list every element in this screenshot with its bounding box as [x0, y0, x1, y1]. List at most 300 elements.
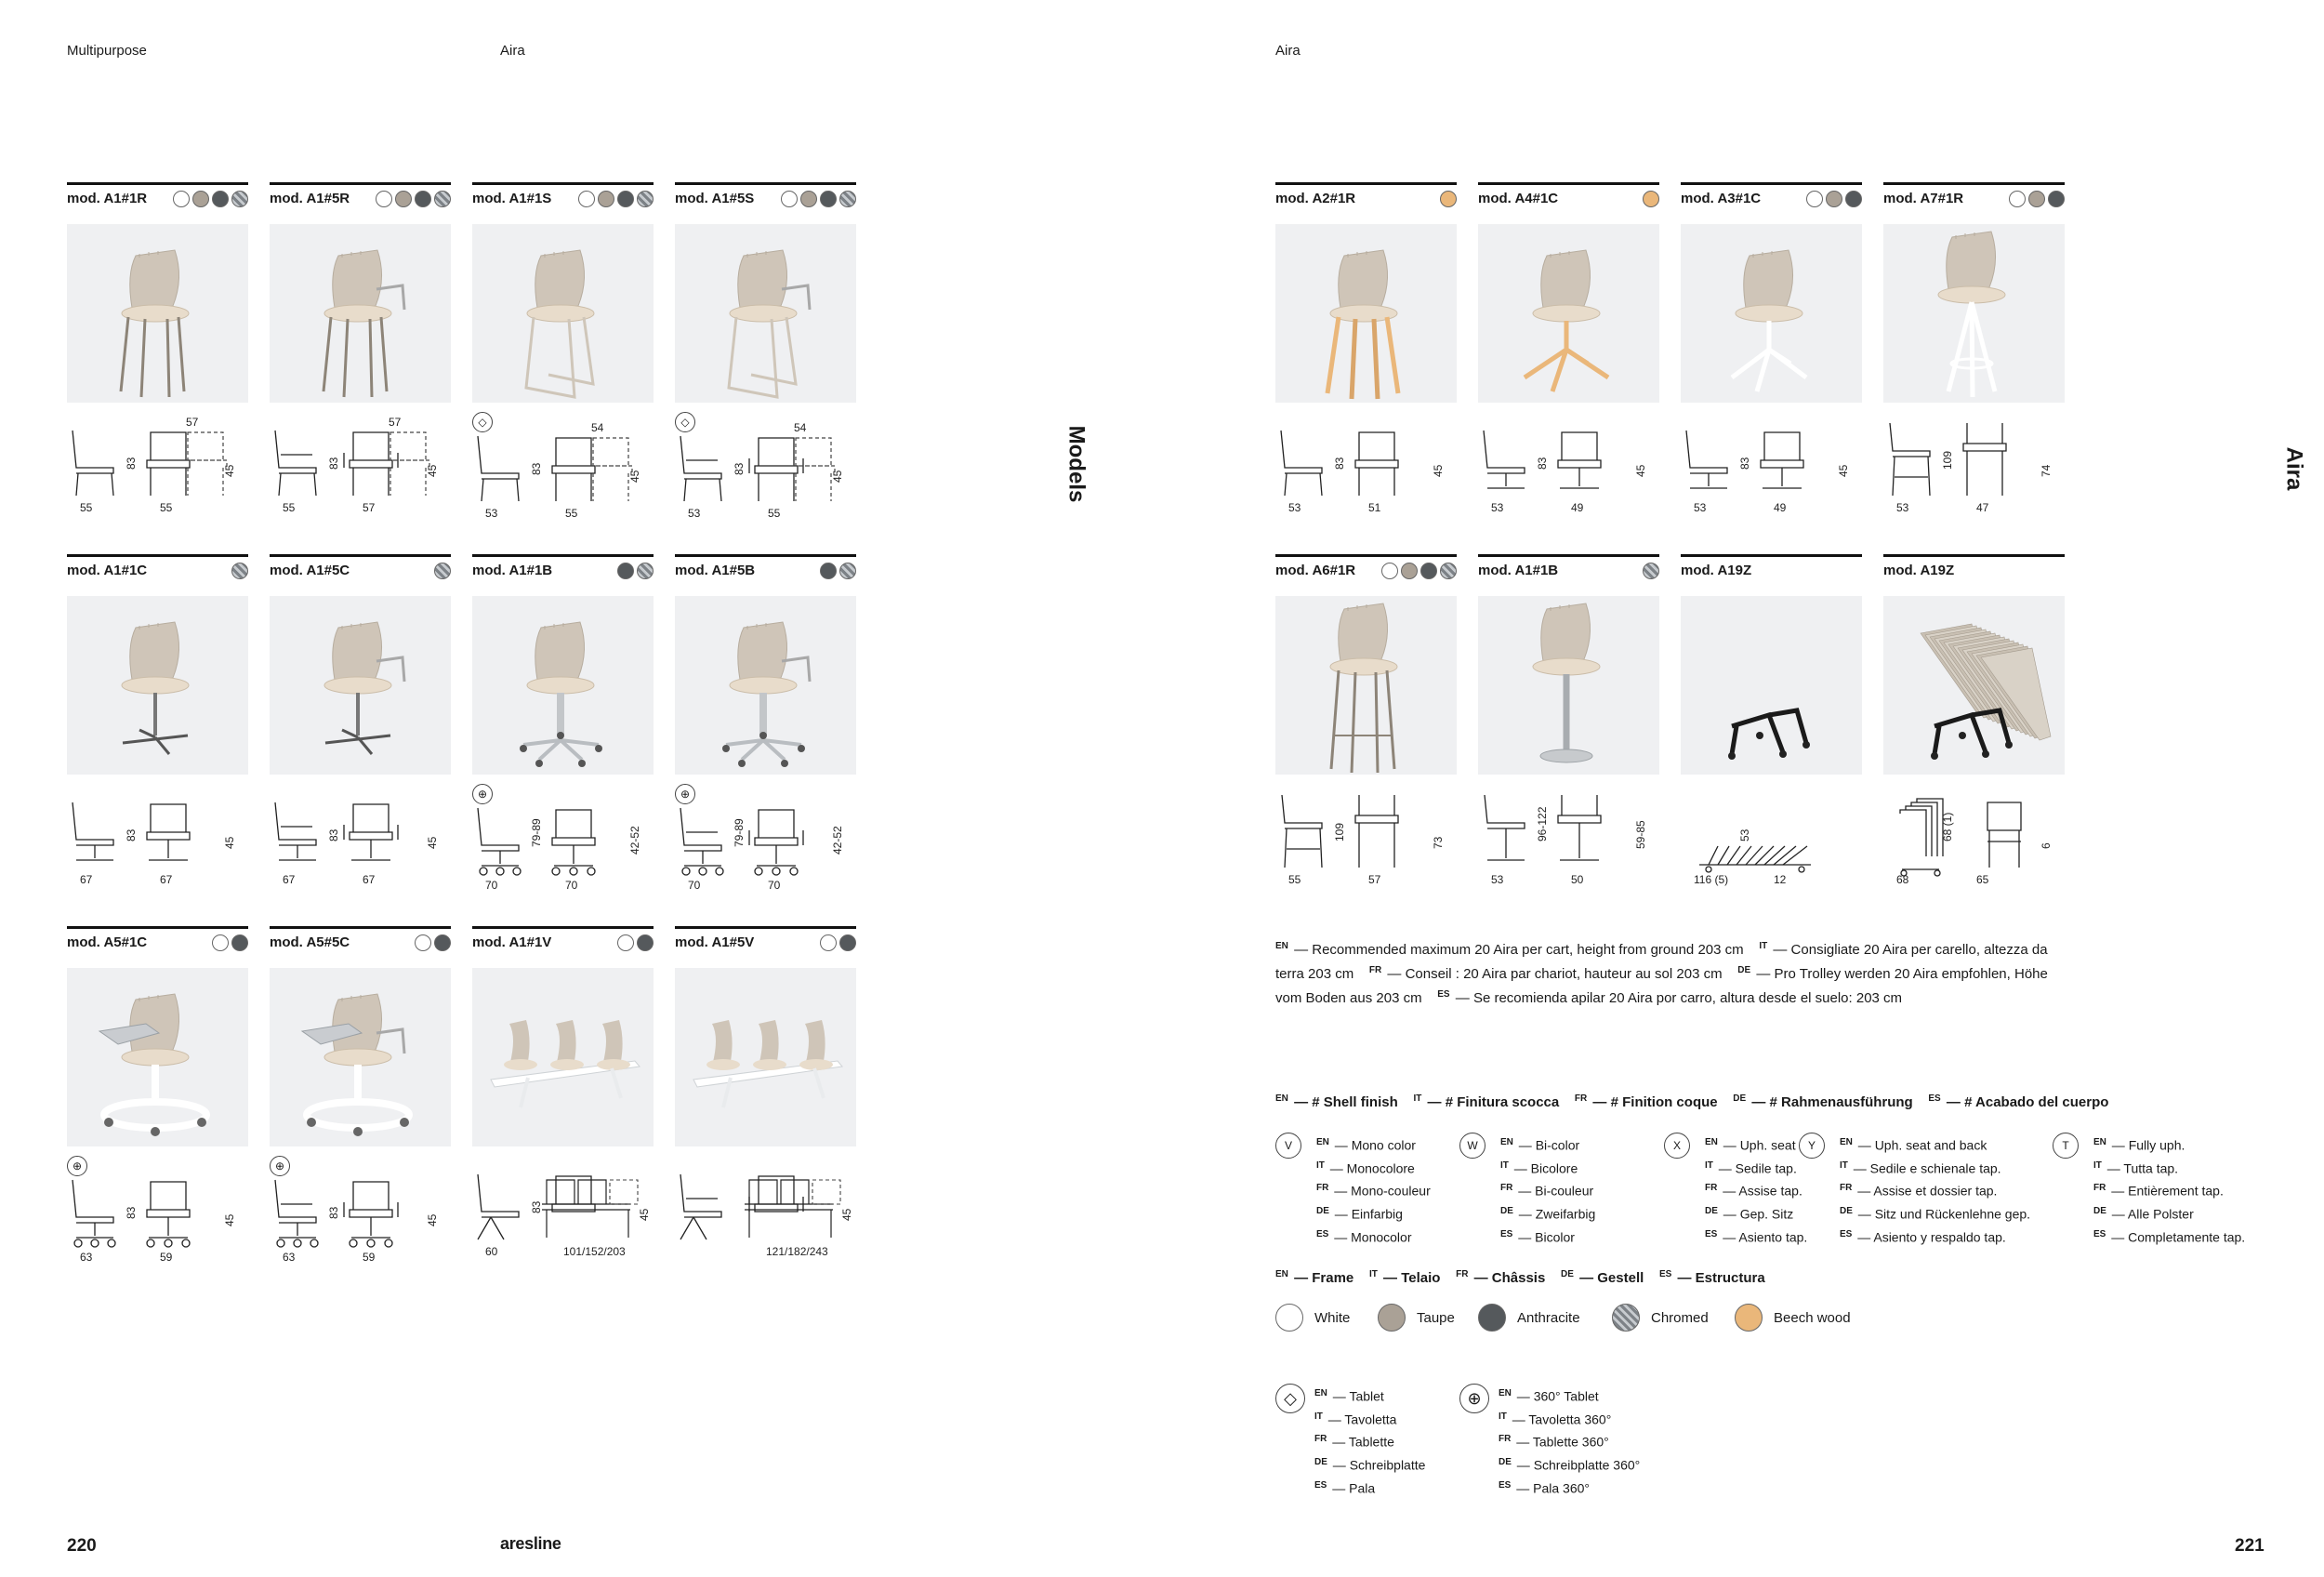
color-swatch-chrome: [839, 191, 856, 207]
dimension-drawing: [472, 1156, 654, 1267]
chair-drawing: [1330, 603, 1397, 773]
brand-logo: aresline: [500, 1534, 561, 1553]
dimension-drawing: [1883, 412, 2065, 523]
color-swatch-white: [212, 934, 229, 951]
accessory-labels: $^{EN}$ — Tablet $^{IT}$ — Tavoletta $^{FR}$ — Tablette $^{DE}$ — Schreibplatte $^{ES}$ — Pala: [1314, 1388, 1426, 1496]
product-card-header: [1681, 554, 1862, 584]
dimension-seat-height: 45: [638, 1208, 651, 1221]
color-swatch-anth: [1420, 563, 1437, 579]
stacking-outline: [184, 432, 227, 496]
dimension-seat-height: 42-52: [831, 826, 844, 855]
model-code: mod. A6#1R: [1275, 563, 1356, 578]
chair-drawing: [1938, 232, 2005, 397]
dimension-width: 70: [688, 879, 701, 892]
dimension-depth: 65: [1976, 873, 1989, 886]
dimension-height: 83: [125, 1206, 138, 1219]
finish-code-badge: X: [1664, 1133, 1690, 1159]
color-swatches: [578, 191, 654, 207]
product-card[interactable]: [472, 554, 654, 895]
dimension-width: 53: [1694, 501, 1707, 514]
dimension-depth: 59: [363, 1251, 376, 1264]
product-card-header: [270, 926, 451, 956]
color-swatch-chrome: [231, 563, 248, 579]
product-photo: [675, 596, 856, 775]
dimension-width: 67: [80, 873, 93, 886]
product-photo: [1681, 224, 1862, 403]
color-swatch-white: [781, 191, 798, 207]
product-card[interactable]: [472, 182, 654, 523]
product-photo: [67, 224, 248, 403]
dimension-depth: 55: [565, 507, 578, 520]
dimension-height: 83: [530, 462, 543, 475]
product-card[interactable]: [675, 182, 856, 523]
model-code: mod. A1#1C: [67, 563, 148, 578]
dimension-drawing: [270, 784, 451, 895]
product-card[interactable]: [270, 554, 451, 895]
color-swatch-white: [578, 191, 595, 207]
color-swatch-anth: [434, 934, 451, 951]
dimension-drawing: [1681, 784, 1862, 895]
product-card-header: [472, 182, 654, 212]
dimension-depth: 57: [1368, 873, 1381, 886]
family-label-left: Aira: [500, 43, 525, 59]
product-card-header: [1883, 554, 2065, 584]
color-swatches: [415, 934, 451, 951]
technical-drawing: [1699, 846, 1811, 872]
chair-drawing: [491, 1020, 640, 1107]
product-photo: [1275, 224, 1457, 403]
tablet-360-icon: ⊕: [67, 1156, 87, 1176]
dimension-width: 53: [485, 507, 498, 520]
product-photo: [270, 968, 451, 1146]
product-card-header: [1883, 182, 2065, 212]
dimension-depth: 50: [1571, 873, 1584, 886]
product-card[interactable]: [1681, 554, 1862, 895]
dimension-stack-depth: 54: [794, 421, 807, 434]
dimension-height: 83: [125, 828, 138, 842]
color-swatches: [1643, 191, 1659, 207]
dimension-width: 68: [1896, 873, 1909, 886]
chair-drawing: [1728, 710, 1810, 760]
color-swatch-white: [1275, 1304, 1303, 1332]
tablet-360-icon: ⊕: [472, 784, 493, 804]
frame-color-chrome: [1612, 1304, 1709, 1332]
dimension-depth: 55: [768, 507, 781, 520]
dimension-drawing: [1478, 412, 1659, 523]
dimension-seat-height: 45: [1837, 464, 1850, 477]
product-photo: [472, 968, 654, 1146]
color-swatch-anth: [415, 191, 431, 207]
tablet-360-icon: ⊕: [675, 784, 695, 804]
frame-color-label: Chromed: [1651, 1309, 1709, 1326]
chair-drawing: [324, 622, 404, 754]
color-swatch-anth: [231, 934, 248, 951]
dimension-depth: 67: [160, 873, 173, 886]
chair-drawing: [520, 622, 602, 767]
color-swatch-white: [2009, 191, 2026, 207]
finish-labels: $^{EN}$ — Fully uph. $^{IT}$ — Tutta tap. $^{FR}$ — Entièrement tap. $^{DE}$ — Alle Polster $^{ES}$ — Completamente tap.: [2093, 1137, 2246, 1245]
product-photo: [1681, 596, 1862, 775]
stacking-outline: [792, 438, 835, 501]
dimension-height: 83: [327, 457, 340, 470]
dimension-stack-depth: 54: [591, 421, 604, 434]
dimension-seat-height: 45: [426, 464, 439, 477]
dimension-height: 96-122: [1536, 806, 1549, 842]
color-swatch-white: [173, 191, 190, 207]
dimension-width: 53: [688, 507, 701, 520]
model-code: mod. A1#5V: [675, 934, 755, 950]
color-swatch-taupe: [1378, 1304, 1406, 1332]
product-card[interactable]: [67, 926, 248, 1267]
color-swatches: [617, 563, 654, 579]
dimension-width: 53: [1288, 501, 1301, 514]
dimension-seat-height: 45: [831, 470, 844, 483]
frame-color-label: Beech wood: [1774, 1309, 1851, 1326]
section-label: Multipurpose: [67, 43, 147, 59]
chair-drawing: [302, 994, 409, 1136]
dimension-seat-height: 45: [1634, 464, 1647, 477]
model-code: mod. A5#1C: [67, 934, 148, 950]
color-swatch-chrome: [637, 563, 654, 579]
chair-drawing: [729, 250, 810, 397]
dimension-seat-height: 73: [1432, 836, 1445, 849]
product-card[interactable]: [1275, 554, 1457, 895]
shell-finish-heading: $^{EN}$ — # Shell finish $^{IT}$ — # Finitura scocca $^{FR}$ — # Finition coque $^{DE}$ — # Rahmenausführung $^{ES}$ — # Acabado del cuerpo: [1275, 1093, 2109, 1110]
dimension-depth: 49: [1571, 501, 1584, 514]
dimension-drawing: [675, 412, 856, 523]
dimension-width: 55: [1288, 873, 1301, 886]
model-code: mod. A3#1C: [1681, 191, 1762, 206]
dimension-height: 83: [327, 828, 340, 842]
page-number-left: 220: [67, 1536, 97, 1556]
dimension-height: 83: [1536, 457, 1549, 470]
dimension-drawing: [67, 412, 248, 523]
dimension-width: 70: [485, 879, 498, 892]
dimension-width: 53: [1896, 501, 1909, 514]
product-photo: [472, 596, 654, 775]
dimension-drawing: [675, 784, 856, 895]
dimension-seat-height: 74: [2040, 464, 2053, 477]
tablet-icon: ◇: [1275, 1384, 1305, 1413]
dimension-depth: 59: [160, 1251, 173, 1264]
dimension-drawing: [67, 1156, 248, 1267]
dimension-width: 116 (5): [1694, 873, 1729, 886]
dimension-depth: 12: [1774, 873, 1787, 886]
product-photo: [270, 596, 451, 775]
chair-drawing: [1921, 624, 2051, 760]
dimension-height: 109: [1333, 822, 1346, 842]
dimension-depth: 57: [363, 501, 376, 514]
color-swatch-white: [1381, 563, 1398, 579]
product-photo: [675, 224, 856, 403]
finish-code-badge: T: [2053, 1133, 2079, 1159]
dimension-seat-height: 45: [628, 470, 641, 483]
product-card[interactable]: [1883, 554, 2065, 895]
color-swatch-anth: [617, 191, 634, 207]
dimension-depth: 67: [363, 873, 376, 886]
chair-drawing: [526, 250, 594, 397]
dimension-drawing: [1883, 784, 2065, 895]
color-swatch-anth: [820, 191, 837, 207]
product-card[interactable]: [270, 926, 451, 1267]
product-photo: [1883, 224, 2065, 403]
product-card[interactable]: [1883, 182, 2065, 523]
model-code: mod. A1#5B: [675, 563, 756, 578]
model-code: mod. A1#5R: [270, 191, 350, 206]
color-swatch-anth: [1845, 191, 1862, 207]
model-code: mod. A1#1B: [472, 563, 553, 578]
product-card[interactable]: [67, 554, 248, 895]
dimension-depth: 47: [1976, 501, 1989, 514]
dimension-seat-height: 45: [223, 1213, 236, 1226]
color-swatch-chrome: [434, 191, 451, 207]
dimension-depth: 49: [1774, 501, 1787, 514]
dimension-seat-height: 45: [223, 464, 236, 477]
dimension-seat-height: 45: [223, 836, 236, 849]
model-code: mod. A1#1B: [1478, 563, 1559, 578]
finish-code-badge: V: [1275, 1133, 1301, 1159]
frame-color-beech: [1735, 1304, 1851, 1332]
dimension-depth: 101/152/203: [563, 1245, 626, 1258]
product-card[interactable]: [1478, 554, 1659, 895]
dimension-drawing: [1275, 412, 1457, 523]
color-swatch-taupe: [2028, 191, 2045, 207]
color-swatch-white: [1806, 191, 1823, 207]
product-card-header: [1681, 182, 1862, 212]
model-code: mod. A4#1C: [1478, 191, 1559, 206]
chair-drawing: [1732, 250, 1806, 391]
family-label-right: Aira: [1275, 43, 1301, 59]
product-card-header: [1275, 182, 1457, 212]
product-photo: [675, 968, 856, 1146]
color-swatch-anth: [212, 191, 229, 207]
color-swatch-anth: [820, 563, 837, 579]
finish-code-badge: W: [1459, 1133, 1486, 1159]
product-card-header: [675, 182, 856, 212]
frame-color-label: White: [1314, 1309, 1351, 1326]
chair-drawing: [693, 1020, 842, 1107]
color-swatches: [2009, 191, 2065, 207]
chair-drawing: [1327, 250, 1398, 399]
product-card[interactable]: [675, 554, 856, 895]
color-swatch-white: [617, 934, 634, 951]
dimension-height: 83: [1333, 457, 1346, 470]
dimension-height: 83: [530, 1200, 543, 1213]
dimension-depth: 121/182/243: [766, 1245, 828, 1258]
color-swatch-white: [376, 191, 392, 207]
color-swatches: [173, 191, 248, 207]
color-swatch-anth: [2048, 191, 2065, 207]
color-swatch-white: [415, 934, 431, 951]
finish-labels: $^{EN}$ — Bi-color $^{IT}$ — Bicolore $^{FR}$ — Bi-couleur $^{DE}$ — Zweifarbig $^{ES}$ — Bicolor: [1500, 1137, 1596, 1245]
dimension-seat-height: 59-85: [1634, 820, 1647, 849]
chair-drawing: [122, 622, 189, 754]
product-photo: [67, 968, 248, 1146]
dimension-height: 83: [1738, 457, 1751, 470]
dimension-stack-depth: 57: [389, 416, 402, 429]
product-photo: [1275, 596, 1457, 775]
dimension-drawing: [1275, 784, 1457, 895]
color-swatch-chrome: [434, 563, 451, 579]
dimension-drawing: [270, 1156, 451, 1267]
product-card-header: [270, 554, 451, 584]
finish-labels: $^{EN}$ — Uph. seat $^{IT}$ — Sedile tap. $^{FR}$ — Assise tap. $^{DE}$ — Gep. Sitz $^{ES}$ — Asiento tap.: [1705, 1137, 1808, 1245]
color-swatch-beech: [1643, 191, 1659, 207]
color-swatch-taupe: [1826, 191, 1842, 207]
technical-drawing: [680, 1174, 803, 1239]
model-code: mod. A19Z: [1681, 563, 1752, 578]
product-card-header: [675, 554, 856, 584]
color-swatches: [212, 934, 248, 951]
color-swatches: [617, 934, 654, 951]
product-card[interactable]: [270, 182, 451, 523]
product-card[interactable]: [1478, 182, 1659, 523]
frame-color-white: [1275, 1304, 1350, 1332]
color-swatch-taupe: [395, 191, 412, 207]
color-swatches: [376, 191, 451, 207]
color-swatch-white: [820, 934, 837, 951]
product-card-header: [1478, 554, 1659, 584]
product-card[interactable]: [1681, 182, 1862, 523]
model-code: mod. A2#1R: [1275, 191, 1356, 206]
color-swatches: [781, 191, 856, 207]
dimension-width: 63: [283, 1251, 296, 1264]
dimension-width: 67: [283, 873, 296, 886]
product-card[interactable]: [1275, 182, 1457, 523]
frame-color-taupe: [1378, 1304, 1455, 1332]
dimension-height: 109: [1941, 450, 1954, 470]
dimension-height: 79-89: [530, 818, 543, 847]
dimension-height: 68 (1): [1941, 812, 1954, 842]
dimension-drawing: [67, 784, 248, 895]
dimension-depth: 70: [768, 879, 781, 892]
frame-heading: $^{EN}$ — Frame $^{IT}$ — Telaio $^{FR}$ — Châssis $^{DE}$ — Gestell $^{ES}$ — Estructura: [1275, 1269, 1765, 1286]
color-swatches: [1381, 563, 1457, 579]
dimension-seat-height: 45: [840, 1208, 853, 1221]
dimension-width: 55: [80, 501, 93, 514]
chair-drawing: [121, 250, 189, 397]
color-swatches: [1806, 191, 1862, 207]
color-swatch-chrome: [637, 191, 654, 207]
tablet-icon: ◇: [472, 412, 493, 432]
dimension-width: 53: [1491, 501, 1504, 514]
dimension-height: 83: [327, 1206, 340, 1219]
product-photo: [472, 224, 654, 403]
dimension-seat-height: 45: [1432, 464, 1445, 477]
stacking-outline: [387, 432, 429, 496]
model-code: mod. A1#5S: [675, 191, 755, 206]
model-code: mod. A1#1S: [472, 191, 552, 206]
product-photo: [1478, 596, 1659, 775]
dimension-drawing: [1478, 784, 1659, 895]
dimension-width: 63: [80, 1251, 93, 1264]
chair-drawing: [722, 622, 810, 767]
models-vertical-label: Models: [1063, 425, 1089, 503]
dimension-drawing: [270, 412, 451, 523]
model-code: mod. A7#1R: [1883, 191, 1964, 206]
dimension-seat-height: 42-52: [628, 826, 641, 855]
product-card-header: [1478, 182, 1659, 212]
finish-code-badge: Y: [1799, 1133, 1825, 1159]
product-photo: [1478, 224, 1659, 403]
color-swatch-beech: [1440, 191, 1457, 207]
page-number-right: 221: [2235, 1536, 2265, 1556]
product-card[interactable]: [472, 926, 654, 1267]
frame-color-label: Taupe: [1417, 1309, 1455, 1326]
tablet-360-icon: ⊕: [270, 1156, 290, 1176]
cart-note: $^{EN}$ — Recommended maximum 20 Aira per cart, height from ground 203 cm $^{IT}$ — Consigliate 20 Aira per carello, altezza da terra 203 cm $^{FR}$ — Conseil : 20 Aira par chariot, hauteur au sol 203 cm $^{DE}$ — Pro Trolley werden 20 Aira empfohlen, Höhe vom Boden aus 203 cm $^{ES}$ — Se recomienda apilar 20 Aira por carro, altura desde el suelo: 203 cm: [1275, 941, 2048, 1006]
chair-drawing: [1533, 603, 1600, 762]
chair-drawing: [99, 994, 206, 1136]
color-swatch-chrome: [839, 563, 856, 579]
dimension-height: 53: [1738, 828, 1751, 842]
frame-color-label: Anthracite: [1517, 1309, 1580, 1326]
chair-drawing: [1525, 250, 1608, 391]
frame-color-anth: [1478, 1304, 1580, 1332]
product-card-header: [675, 926, 856, 956]
product-card-header: [270, 182, 451, 212]
color-swatches: [1440, 191, 1457, 207]
technical-drawing: [1900, 799, 2021, 876]
tablet-360-icon: ⊕: [1459, 1384, 1489, 1413]
dimension-drawing: [472, 412, 654, 523]
color-swatch-taupe: [1401, 563, 1418, 579]
color-swatch-chrome: [1440, 563, 1457, 579]
product-photo: [270, 224, 451, 403]
dimension-width: 53: [1491, 873, 1504, 886]
color-swatches: [231, 563, 248, 579]
product-photo: [1883, 596, 2065, 775]
color-swatches: [820, 934, 856, 951]
product-card-header: [67, 926, 248, 956]
product-card-header: [472, 554, 654, 584]
stacking-outline: [589, 438, 632, 501]
product-card[interactable]: [67, 182, 248, 523]
dimension-depth: 55: [160, 501, 173, 514]
dimension-depth: 51: [1368, 501, 1381, 514]
product-card[interactable]: [675, 926, 856, 1267]
color-swatch-beech: [1735, 1304, 1763, 1332]
product-card-header: [67, 182, 248, 212]
color-swatch-chrome: [1643, 563, 1659, 579]
model-code: mod. A1#1R: [67, 191, 148, 206]
color-swatch-taupe: [192, 191, 209, 207]
product-card-header: [67, 554, 248, 584]
color-swatch-taupe: [800, 191, 817, 207]
color-swatches: [434, 563, 451, 579]
dimension-height: 83: [125, 457, 138, 470]
product-card-header: [1275, 554, 1457, 584]
chair-drawing: [324, 250, 404, 397]
tablet-icon: ◇: [675, 412, 695, 432]
color-swatch-anth: [617, 563, 634, 579]
model-code: mod. A19Z: [1883, 563, 1955, 578]
accessory-labels: $^{EN}$ — 360° Tablet $^{IT}$ — Tavoletta 360° $^{FR}$ — Tablette 360° $^{DE}$ — Schreibplatte 360° $^{ES}$ — Pala 360°: [1499, 1388, 1641, 1496]
dimension-height: 83: [733, 462, 746, 475]
color-swatch-anth: [637, 934, 654, 951]
dimension-drawing: [675, 1156, 856, 1267]
color-swatch-taupe: [598, 191, 614, 207]
dimension-height: 79-89: [733, 818, 746, 847]
dimension-depth: 70: [565, 879, 578, 892]
product-photo: [67, 596, 248, 775]
model-code: mod. A1#5C: [270, 563, 350, 578]
product-card-header: [472, 926, 654, 956]
finish-labels: $^{EN}$ — Uph. seat and back $^{IT}$ — Sedile e schienale tap. $^{FR}$ — Assise et dossier tap. $^{DE}$ — Sitz und Rückenlehne gep. $^{ES}$ — Asiento y respaldo tap.: [1840, 1137, 2031, 1245]
color-swatches: [820, 563, 856, 579]
model-code: mod. A1#1V: [472, 934, 552, 950]
dimension-width: 60: [485, 1245, 498, 1258]
